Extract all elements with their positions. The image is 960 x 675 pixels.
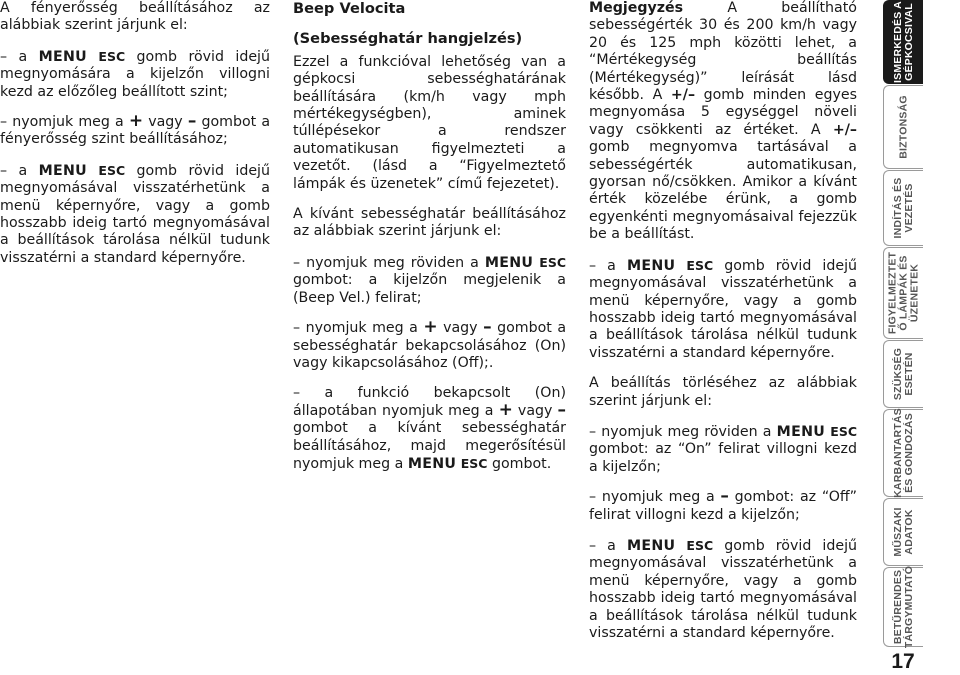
plus-key-label: + [498, 399, 513, 420]
paragraph: – a MENU ESC gomb rövid idejű megnyomásával visszatérhetünk a menü képernyőre, vagy a gomb hosszabb ideig tartó megnyomásával a beállítások tárolása nélkül tudunk visszatérni a standard képernyőre. [0, 162, 270, 266]
esc-key-label: ESC [98, 162, 126, 178]
section-subtitle: (Sebességhatár hangjelzés) [293, 30, 523, 48]
tab-ismerkedes[interactable]: ISMERKEDÉS A GÉPKOCSIVAL [883, 0, 923, 84]
plus-key-label: + [128, 111, 144, 132]
paragraph: – a funkció bekapcsolt (On) állapotában nyomjuk meg a + vagy – gombot a kívánt sebességhatár beállításához, majd megerősítésül nyomjuk meg a MENU ESC gombot. [293, 385, 567, 472]
minus-key-label: – [187, 111, 197, 132]
tab-inditas[interactable]: INDÍTÁS ÉS VEZETÉS [883, 170, 923, 246]
paragraph: – a MENU ESC gomb rövid idejű megnyomásával visszatérhetünk a menü képernyőre, vagy a gomb hosszabb ideig tartó megnyomásával a beállítások tárolása nélkül tudunk visszatérni a standard képernyőre. [589, 257, 858, 361]
text-column-1 [0, 0, 270, 280]
tab-karbantartas[interactable]: KARBANTARTÁS ÉS GONDOZÁS [883, 409, 923, 497]
menu-key-label: MENU [776, 423, 826, 440]
menu-key-label: MENU [407, 455, 457, 472]
esc-key-label: ESC [98, 48, 126, 64]
esc-key-label: ESC [539, 254, 566, 270]
page-number: 17 [891, 650, 915, 673]
paragraph: – a MENU ESC gomb rövid idejű megnyomására a kijelzőn villogni kezd az előzőleg beállított szint; [0, 48, 270, 100]
plus-minus-key-label: +/– [832, 121, 857, 138]
chapter-tabs [883, 0, 923, 675]
section-title: Beep Velocita [293, 0, 406, 17]
esc-key-label: ESC [686, 257, 714, 273]
paragraph: – nyomjuk meg röviden a MENU ESC gombot: a kijelzőn megjelenik a (Beep Vel.) felirat; [293, 254, 566, 306]
menu-key-label: MENU [484, 254, 534, 271]
menu-key-label: MENU [626, 257, 676, 274]
menu-key-label: MENU [38, 162, 87, 179]
tab-szukseg[interactable]: SZÜKSÉG ESETÉN [883, 340, 923, 408]
tab-figyelmezteto[interactable]: FIGYELMEZTET Ő LÁMPÁK ÉS ÜZENETEK [883, 247, 923, 339]
paragraph: Ezzel a funkcióval lehetőség van a gépkocsi sebességhatárának beállítására (km/h vagy mph mértékegységben), aminek túllépésekor a rendszer automatikusan figyelmezteti a vezetőt. (lásd a “Figyelmeztető lámpák és üzenetek” című fejezetet). [293, 53, 566, 192]
minus-key-label: – [483, 317, 492, 338]
note-label: Megjegyzés [589, 0, 684, 16]
plus-key-label: + [423, 317, 438, 338]
tab-biztonsag[interactable]: BIZTONSÁG [883, 85, 923, 169]
tab-betrendes[interactable]: BETŰRENDES TÁRGYMUTATÓ [883, 567, 923, 647]
text-column-3 [589, 0, 857, 655]
paragraph: A beállítás törléséhez az alábbiak szerint járjunk el: [589, 375, 857, 409]
paragraph: – a MENU ESC gomb rövid idejű megnyomásával visszatérhetünk a menü képernyőre, vagy a gomb hosszabb ideig tartó megnyomásával a beállítások tárolása nélkül tudunk visszatérni a standard képernyőre. [589, 537, 858, 641]
paragraph: – nyomjuk meg a + vagy – gombot a fényerősség szint beállításához; [0, 111, 271, 148]
tab-muszaki[interactable]: MŰSZAKI ADATOK [883, 498, 923, 566]
paragraph: A kívánt sebességhatár beállításához az alábbiak szerint járjunk el: [293, 206, 566, 240]
paragraph: – nyomjuk meg a – gombot: az “Off” felirat villogni kezd a kijelzőn; [589, 486, 858, 523]
menu-key-label: MENU [626, 537, 676, 554]
note-paragraph: Megjegyzés A beállítható sebességérték 30 és 200 km/h vagy 20 és 125 mph közötti lehet, a “Mértékegység beállítás (Mértékegység)” leírását lásd később. A +/– gomb minden egyes megnyomása 5 egységgel növeli vagy csökkenti az értéket. A +/– gomb megnyomva tartásával a sebességérték automatikusan, gyorsan nő/csökken. Amikor a kívánt érték közelébe érünk, a gomb egyenkénti megnyomásaival fejezzük be a beállítást. [589, 0, 857, 243]
minus-key-label: – [720, 486, 729, 507]
esc-key-label: ESC [460, 455, 488, 471]
plus-minus-key-label: +/– [670, 87, 696, 104]
paragraph: – nyomjuk meg röviden a MENU ESC gombot: az “On” felirat villogni kezd a kijelzőn; [589, 423, 857, 475]
minus-key-label: – [557, 399, 567, 420]
paragraph: A fényerősség beállításához az alábbiak szerint járjunk el: [0, 0, 270, 34]
esc-key-label: ESC [830, 423, 857, 439]
menu-key-label: MENU [38, 48, 87, 65]
paragraph: – nyomjuk meg a + vagy – gombot a sebességhatár bekapcsolásához (On) vagy kikapcsolásához (Off);. [293, 317, 567, 371]
text-column-2 [293, 0, 566, 486]
esc-key-label: ESC [686, 537, 714, 553]
